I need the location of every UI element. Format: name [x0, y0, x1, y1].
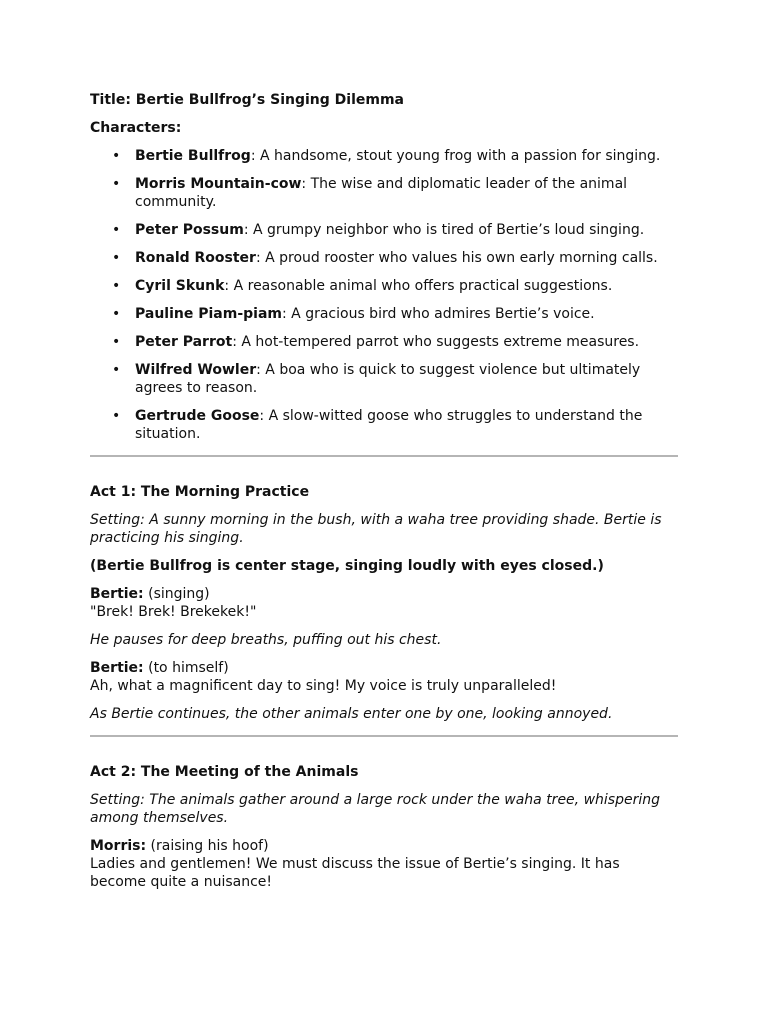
speaker-name: Bertie:	[90, 660, 144, 676]
character-name: Ronald Rooster	[135, 250, 256, 266]
section-divider	[90, 735, 678, 737]
character-description: : A boa who is quick to suggest violence but ultimately agrees to reason.	[135, 362, 641, 396]
character-name: Pauline Piam-piam	[135, 306, 282, 322]
list-item	[90, 305, 678, 323]
character-description: : A gracious bird who admires Bertie’s voice.	[282, 306, 595, 322]
act2-title: Act 2: The Meeting of the Animals	[90, 764, 359, 780]
character-name: Cyril Skunk	[135, 278, 225, 294]
list-item	[90, 361, 678, 397]
act1-setting: Setting: A sunny morning in the bush, with a waha tree providing shade. Bertie is practicing his singing.	[90, 512, 662, 546]
character-name: Peter Possum	[135, 222, 244, 238]
list-item	[90, 333, 678, 351]
dialogue-text: "Brek! Brek! Brekekek!"	[90, 604, 257, 620]
characters-list	[90, 147, 678, 443]
list-item	[90, 175, 678, 211]
character-name: Morris Mountain-cow	[135, 176, 302, 192]
speaker-direction: (raising his hoof)	[146, 838, 269, 854]
action-description: He pauses for deep breaths, puffing out his chest.	[90, 632, 442, 648]
act1-stage-direction: (Bertie Bullfrog is center stage, singing loudly with eyes closed.)	[90, 558, 604, 574]
character-description: : A proud rooster who values his own early morning calls.	[255, 250, 658, 266]
character-description: : The wise and diplomatic leader of the animal community.	[135, 176, 628, 210]
script-document	[90, 91, 678, 891]
speaker-direction: (to himself)	[143, 660, 229, 676]
dialogue-text: Ladies and gentlemen! We must discuss the issue of Bertie’s singing. It has become quite a nuisance!	[90, 856, 620, 890]
section-divider	[90, 455, 678, 457]
speaker-direction: (singing)	[143, 586, 210, 602]
character-description: : A grumpy neighbor who is tired of Bertie’s loud singing.	[243, 222, 645, 238]
dialogue-line	[90, 837, 678, 891]
character-name: Wilfred Wowler	[135, 362, 257, 378]
act1-title: Act 1: The Morning Practice	[90, 484, 310, 500]
dialogue-line	[90, 659, 678, 695]
dialogue-text: Ah, what a magnificent day to sing! My voice is truly unparalleled!	[90, 678, 557, 694]
speaker-name: Bertie:	[90, 586, 144, 602]
character-name: Bertie Bullfrog	[135, 148, 251, 164]
list-item	[90, 277, 678, 295]
list-item	[90, 221, 678, 239]
character-description: : A reasonable animal who offers practical suggestions.	[224, 278, 613, 294]
list-item	[90, 249, 678, 267]
list-item	[90, 147, 678, 165]
list-item	[90, 407, 678, 443]
dialogue-line	[90, 585, 678, 621]
character-description: : A hot-tempered parrot who suggests extreme measures.	[232, 334, 640, 350]
speaker-name: Morris:	[90, 838, 147, 854]
character-description: : A handsome, stout young frog with a passion for singing.	[250, 148, 661, 164]
character-name: Gertrude Goose	[135, 408, 260, 424]
script-title: Title: Bertie Bullfrog’s Singing Dilemma	[90, 92, 405, 108]
act2-setting: Setting: The animals gather around a large rock under the waha tree, whispering among themselves.	[90, 792, 660, 826]
characters-heading: Characters:	[90, 120, 182, 136]
character-name: Peter Parrot	[135, 334, 233, 350]
character-description: : A slow-witted goose who struggles to understand the situation.	[135, 408, 643, 442]
action-description: As Bertie continues, the other animals enter one by one, looking annoyed.	[90, 706, 613, 722]
